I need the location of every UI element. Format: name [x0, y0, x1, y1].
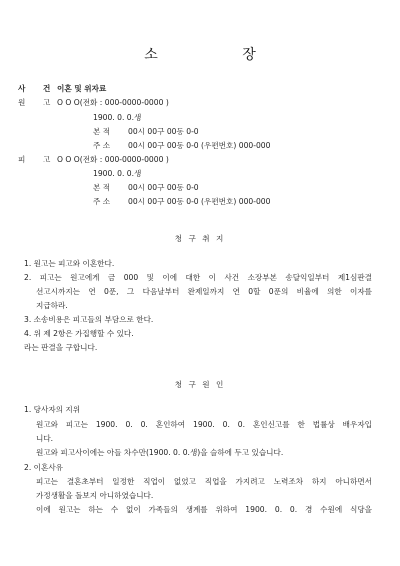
plaintiff-name: O O O(전화 : 000-0000-0000 ): [57, 98, 169, 107]
defendant-address-value: 00시 00구 00동 0-0 (우편번호) 000-000: [128, 197, 271, 206]
document-title: 소 장: [144, 47, 296, 63]
defendant-domicile-value: 00시 00구 00동 0-0: [128, 183, 199, 192]
claim-cause-heading: 청 구 원 인: [174, 380, 226, 389]
cause-subheading: 1. 당사자의 지위: [24, 405, 81, 414]
claim-purpose-item: 1. 원고는 피고와 이혼한다.: [24, 259, 115, 268]
plaintiff-label-a: 원: [18, 98, 26, 107]
defendant-birth: 1900. 0. 0.생: [93, 169, 142, 178]
claim-purpose-item: 선고시까지는 연 0푼, 그 다음날부터 완제일까지 연 0할 0푼의 비율에 의한 이자를: [36, 287, 372, 296]
claim-purpose-item: 2. 피고는 원고에게 금 000 및 이에 대한 이 사건 소장부본 송달익일부터 제1심판결: [24, 273, 372, 282]
defendant-domicile-key: 본 적: [93, 183, 111, 192]
claim-purpose-heading: 청 구 취 지: [174, 234, 226, 243]
claim-purpose-item: 지급하라.: [36, 301, 68, 310]
claim-purpose-item: 3. 소송비용은 피고들의 부담으로 한다.: [24, 315, 154, 324]
cause-paragraph-line: 이에 원고는 하는 수 없이 가족들의 생계를 위하여 1900. 0. 0. 경 수원에 식당을: [36, 505, 372, 514]
plaintiff-address-key: 주 소: [93, 141, 111, 150]
case-value: 이혼 및 위자료: [57, 84, 107, 93]
plaintiff-domicile-value: 00시 00구 00동 0-0: [128, 127, 199, 136]
cause-paragraph-line: 원고와 피고는 1900. 0. 0. 혼인하여 1900. 0. 0. 혼인신고를 한 법률상 배우자입: [36, 420, 372, 429]
plaintiff-birth: 1900. 0. 0.생: [93, 113, 142, 122]
cause-paragraph-line: 가정생활을 돌보지 아니하였습니다.: [36, 491, 154, 500]
defendant-name: O O O(전화 : 000-0000-0000 ): [57, 155, 169, 164]
cause-paragraph-line: 니다.: [36, 434, 54, 443]
defendant-label-a: 피: [18, 155, 26, 164]
plaintiff-domicile-key: 본 적: [93, 127, 111, 136]
defendant-address-key: 주 소: [93, 197, 111, 206]
cause-subheading: 2. 이혼사유: [24, 463, 64, 472]
plaintiff-label-b: 고: [43, 98, 51, 107]
case-label-a: 사: [18, 84, 26, 93]
cause-paragraph-line: 피고는 결혼초부터 일정한 직업이 없었고 직업을 가지려고 노력조차 하지 아니하면서: [36, 477, 372, 486]
claim-purpose-item: 라는 판결을 구합니다.: [24, 343, 98, 352]
case-label-b: 건: [43, 84, 51, 93]
cause-paragraph-line: 원고와 피고사이에는 아들 차수만(1900. 0. 0.생)을 슬하에 두고 있습니다.: [36, 448, 284, 457]
plaintiff-address-value: 00시 00구 00동 0-0 (우편번호) 000-000: [128, 141, 271, 150]
defendant-label-b: 고: [43, 155, 51, 164]
claim-purpose-item: 4. 위 제 2항은 가집행할 수 있다.: [24, 329, 134, 338]
